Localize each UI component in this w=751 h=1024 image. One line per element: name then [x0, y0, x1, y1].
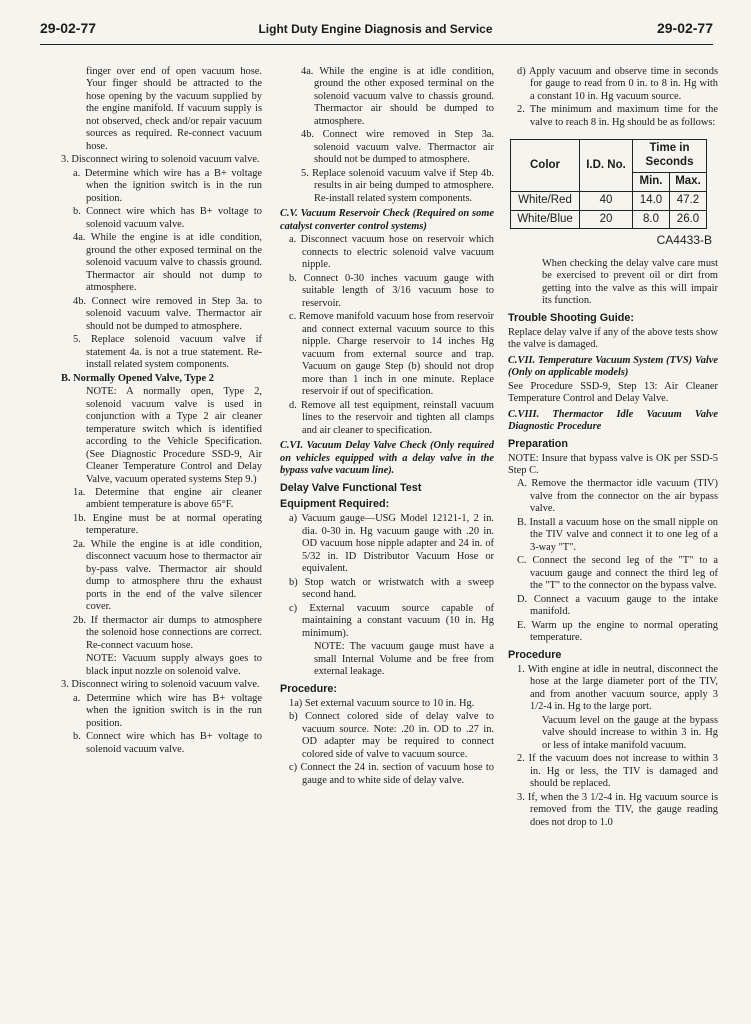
paragraph: D. Connect a vacuum gauge to the intake manifold.	[517, 593, 718, 618]
paragraph: 3. If, when the 3 1/2-4 in. Hg vacuum source is removed from the TIV, the gauge reading does not drop to 1.0	[517, 791, 718, 828]
table-header-time: Time in Seconds	[633, 140, 707, 173]
table-cell-id: 20	[580, 210, 633, 229]
paragraph: 2b. If thermactor air dumps to atmosphere the solenoid hose connections are correct. Re-connect vacuum hose.	[73, 614, 262, 651]
paragraph: See Procedure SSD-9, Step 13: Air Cleaner Temperature Control and Delay Valve.	[508, 380, 718, 405]
table-cell-color: White/Blue	[511, 210, 580, 229]
paragraph: c) External vacuum source capable of maintaining a constant vacuum (10 in. Hg minimum).	[289, 602, 494, 639]
paragraph: 1. With engine at idle in neutral, disconnect the hose at the large diameter port of the TIV, and from another vacuum source, apply 3 1/2-4 in. Hg to the large port.	[517, 663, 718, 713]
page-number-right: 29-02-77	[656, 20, 713, 36]
table-cell-id: 40	[580, 191, 633, 210]
paragraph: 2. The minimum and maximum time for the valve to reach 8 in. Hg should be as follows:	[517, 104, 718, 128]
paragraph: When checking the delay valve care must be exercised to prevent oil or dirt from getting into the valve as this will impair its function.	[542, 257, 718, 307]
table-header-id: I.D. No.	[580, 140, 633, 191]
paragraph: c) Connect the 24 in. section of vacuum hose to gauge and to white side of delay valve.	[289, 762, 494, 786]
section-heading: C.VII. Temperature Vacuum System (TVS) Valve (Only on applicable models)	[508, 354, 718, 379]
paragraph: 4a. While the engine is at idle condition, ground the other exposed terminal on the solenoid vacuum valve to chassis ground. Thermactor air should be dumped to atmosphere.	[301, 66, 494, 127]
paragraph: b) Connect colored side of delay valve to vacuum source. Note: .20 in. OD to .27 in. OD adapter may be required to connect colored side of valve to vacuum source.	[289, 711, 494, 760]
paragraph: 1a. Determine that engine air cleaner ambient temperature is above 65°F.	[73, 486, 262, 511]
column-middle	[280, 66, 494, 788]
page-title: Light Duty Engine Diagnosis and Service	[258, 22, 493, 36]
paragraph: NOTE: Insure that bypass valve is OK per SSD-5 Step C.	[508, 452, 718, 476]
paragraph: 5. Replace solenoid vacuum valve if Step 4b. results in air being dumped to atmosphere. Re-install related system components.	[301, 167, 494, 204]
section-heading: Procedure	[508, 648, 562, 661]
table-header-min: Min.	[633, 173, 670, 192]
paragraph: Replace delay valve if any of the above tests show the valve is damaged.	[508, 326, 718, 351]
section-heading: Procedure:	[280, 682, 337, 695]
paragraph: 3. Disconnect wiring to solenoid vacuum valve.	[61, 154, 260, 166]
table-cell-min: 14.0	[633, 191, 670, 210]
section-heading: Trouble Shooting Guide:	[508, 311, 634, 324]
paragraph: 2a. While the engine is at idle condition, disconnect vacuum hose to thermactor air by-pass valve. Thermactor air should dump to atmosphere thru the exhaust ports in the end of the valve silencer cover.	[73, 538, 262, 613]
paragraph: B. Install a vacuum hose on the small nipple on the TIV valve and connect it to one leg of a 3-way "T".	[517, 516, 718, 553]
paragraph: NOTE: The vacuum gauge must have a small Internal Volume and be free from external leakage.	[314, 641, 494, 678]
paragraph: NOTE: Vacuum supply always goes to black input nozzle on solenoid valve.	[86, 653, 262, 677]
paragraph: NOTE: A normally open, Type 2, solenoid vacuum valve is used in conjunction with a Type 2 air cleaner temperature switch which is identified according to the Vehicle Specification. (See Diagnostic Procedure SSD-9, Air Cleaner Temperature Control and Delay Valve, vacuum operated systems Step 9.)	[86, 386, 262, 485]
column-right	[508, 66, 718, 830]
column-right-bottom	[508, 258, 718, 829]
paragraph: b. Connect wire which has B+ voltage to solenoid vacuum valve.	[73, 731, 262, 755]
paragraph: 2. If the vacuum does not increase to within 3 in. Hg or less, the TIV is damaged and should be replaced.	[517, 753, 718, 790]
table-row	[511, 210, 707, 229]
paragraph: Vacuum level on the gauge at the bypass valve should increase to within 3 in. Hg or less of intake manifold vacuum.	[542, 714, 718, 751]
figure-caption: CA4433-B	[656, 233, 712, 248]
table-header-max: Max.	[670, 173, 707, 192]
paragraph: 4b. Connect wire removed in Step 3a. to solenoid vacuum valve. Thermactor air should not be dumped to atmosphere.	[73, 295, 262, 332]
paragraph: a. Disconnect vacuum hose on reservoir which connects to electric solenoid valve vacuum nipple.	[289, 234, 494, 271]
header-rule	[40, 44, 713, 45]
paragraph: 3. Disconnect wiring to solenoid vacuum valve.	[61, 679, 260, 691]
paragraph: 1a) Set external vacuum source to 10 in. Hg.	[289, 697, 475, 709]
paragraph: 5. Replace solenoid vacuum valve if statement 4a. is not a true statement. Re-install related system components.	[73, 334, 262, 371]
table-cell-max: 26.0	[670, 210, 707, 229]
paragraph: 4a. While the engine is at idle condition, ground the other exposed terminal on the solenoid vacuum valve to chassis ground. Thermactor air should not dump to atmosphere.	[73, 232, 262, 294]
paragraph: d) Apply vacuum and observe time in seconds for gauge to read from 0 in. to 8 in. Hg with a constant 10 in. Hg vacuum source.	[517, 66, 718, 102]
table-header-color: Color	[511, 140, 580, 191]
paragraph: c. Remove manifold vacuum hose from reservoir and connect external vacuum source to this nipple. Charge reservoir to 14 inches Hg vacuum from external source and trap. Vacuum on gauge Step (b) should not drop more than 1 inch in one minute. Replace reservoir if out of specification.	[289, 311, 494, 398]
section-heading: C.V. Vacuum Reservoir Check (Required on some catalyst converter control systems)	[280, 208, 494, 232]
column-left	[52, 66, 262, 757]
paragraph: a. Determine which wire has a B+ voltage when the ignition switch is in the run position.	[73, 167, 262, 204]
paragraph: d. Remove all test equipment, reinstall vacuum lines to the reservoir and tighten all clamps and air cleaner to specification.	[289, 399, 494, 436]
section-heading: C.VIII. Thermactor Idle Vacuum Valve Diagnostic Procedure	[508, 408, 718, 433]
paragraph: B. Normally Opened Valve, Type 2	[61, 372, 214, 384]
section-heading: Delay Valve Functional Test	[280, 481, 422, 494]
table-cell-color: White/Red	[511, 191, 580, 210]
column-right-top	[508, 66, 718, 129]
page-number-left: 29-02-77	[40, 20, 97, 36]
paragraph: a) Vacuum gauge—USG Model 12121-1, 2 in. dia. 0-30 in. Hg vacuum gauge with .20 in. OD vacuum hose nipple adapter and 24 in. of 5/32 in. ID Distributor Vacuum Hose or equivalent.	[289, 513, 494, 575]
section-heading: Preparation	[508, 437, 568, 450]
paragraph: 1b. Engine must be at normal operating temperature.	[73, 512, 262, 537]
paragraph: b) Stop watch or wristwatch with a sweep second hand.	[289, 576, 494, 601]
table-cell-max: 47.2	[670, 191, 707, 210]
paragraph: a. Determine which wire has B+ voltage when the ignition switch is in the run position.	[73, 692, 262, 729]
paragraph: E. Warm up the engine to normal operating temperature.	[517, 619, 718, 644]
paragraph: C. Connect the second leg of the "T" to a vacuum gauge and connect the third leg of the "T" to the connector on the bypass valve.	[517, 555, 718, 592]
table-cell-min: 8.0	[633, 210, 670, 229]
section-heading: C.VI. Vacuum Delay Valve Check (Only required on vehicles equipped with a delay valve in the bypass valve vacuum line).	[280, 440, 494, 477]
paragraph: finger over end of open vacuum hose. Your finger should be attracted to the hose opening by the vacuum supplied by the engine manifold. If vacuum supply is not observed, check and/or repair vacuum sources as required. Re-connect vacuum hose.	[86, 66, 262, 152]
section-heading: Equipment Required:	[280, 498, 390, 511]
paragraph: b. Connect 0-30 inches vacuum gauge with suitable length of 3/16 vacuum hose to reservoir.	[289, 272, 494, 309]
delay-valve-time-table	[510, 139, 707, 229]
paragraph: b. Connect wire which has B+ voltage to solenoid vacuum valve.	[73, 206, 262, 230]
page-header	[0, 20, 751, 44]
table-row	[511, 191, 707, 210]
paragraph: A. Remove the thermactor idle vacuum (TIV) valve from the connector on the air bypass valve.	[517, 478, 718, 515]
paragraph: 4b. Connect wire removed in Step 3a. solenoid vacuum valve. Thermactor air should not be dumped to atmosphere.	[301, 129, 494, 166]
